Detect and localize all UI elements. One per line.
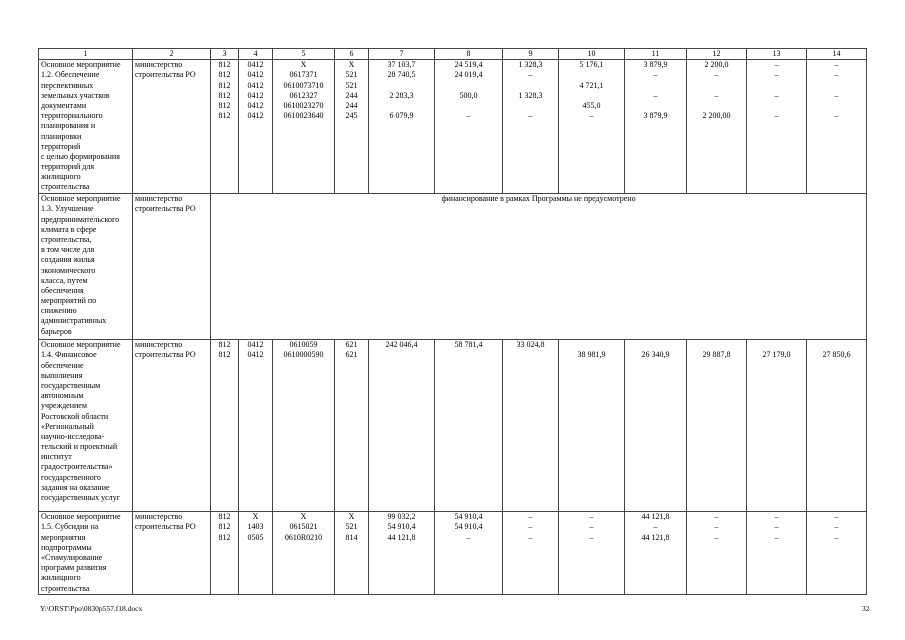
value-line: X [300, 512, 307, 522]
value-line: – [834, 111, 839, 121]
activity-name [39, 194, 133, 340]
value-line [809, 81, 864, 91]
value-line: 244 [345, 90, 358, 100]
activity-row [39, 512, 867, 595]
value-line [627, 340, 684, 350]
value-line: 812 [218, 90, 231, 100]
value-line: 33 024,8 [516, 340, 545, 350]
value-cell [625, 60, 687, 194]
activity-name-line: 1.5. Субсидии на [41, 522, 99, 532]
value-line: – [714, 70, 719, 80]
column-header: 1 [39, 49, 133, 60]
activity-name-line: обеспечение [41, 360, 84, 370]
value-line: 0412 [247, 70, 264, 80]
value-line: 0412 [247, 111, 264, 121]
value-cell [435, 340, 503, 512]
activity-name-line: 1.2. Обеспечение [41, 70, 100, 80]
value-cell [273, 340, 335, 512]
value-line: 0610073710 [283, 80, 324, 90]
value-line: – [589, 512, 594, 522]
value-line: 0617371 [289, 70, 318, 80]
value-line: 2 200,00 [702, 111, 731, 121]
column-header: 7 [369, 49, 435, 60]
value-line: – [589, 111, 594, 121]
value-line [505, 81, 556, 91]
value-line: 521 [345, 70, 358, 80]
activity-name-line: задания на оказание [41, 482, 110, 492]
value-line: 621 [345, 350, 358, 360]
activity-name-line: планировки [41, 131, 82, 141]
value-line: – [653, 90, 658, 100]
value-line: 0412 [247, 340, 264, 350]
value-line: – [774, 70, 779, 80]
value-cell [369, 512, 435, 595]
value-line: – [466, 532, 471, 542]
value-line: 812 [218, 111, 231, 121]
value-cell [559, 60, 625, 194]
value-line: 0412 [247, 80, 264, 90]
value-line: 27 850,6 [822, 350, 851, 360]
value-line: 1 328,3 [518, 60, 543, 70]
value-line: 0610023640 [283, 111, 324, 121]
value-line: 521 [345, 80, 358, 90]
value-line: 814 [345, 532, 358, 542]
value-line: 621 [345, 340, 358, 350]
activity-name-line: барьеров [41, 326, 72, 336]
activity-name-line: обеспечения [41, 285, 84, 295]
activity-name-line: документами [41, 100, 87, 110]
value-line: 0412 [247, 90, 264, 100]
column-header: 8 [435, 49, 503, 60]
value-line [371, 350, 432, 360]
activity-name-line: создания жилья [41, 255, 95, 265]
executor-line: строительства РО [135, 522, 196, 532]
value-line: 24 019,4 [454, 70, 483, 80]
activity-name-line: Основное мероприятие [41, 60, 121, 70]
column-header: 10 [559, 49, 625, 60]
activity-name-line: 1.4. Финансовое [41, 350, 97, 360]
value-line: X [348, 60, 355, 70]
activity-name-line: земельных участков [41, 90, 110, 100]
value-cell [211, 60, 239, 194]
activity-name-line: Основное мероприятие [41, 512, 121, 522]
activity-name-line: государственных услуг [41, 493, 120, 503]
activity-name-line: жилищного [41, 172, 81, 182]
value-cell [747, 340, 807, 512]
value-cell [625, 340, 687, 512]
activity-name-line: в том числе для [41, 245, 95, 255]
column-header: 6 [335, 49, 369, 60]
value-line: – [589, 532, 594, 542]
executor-line: министерство [135, 60, 183, 70]
value-line: 54 910,4 [454, 522, 483, 532]
value-cell [687, 340, 747, 512]
value-line: – [528, 522, 533, 532]
value-line [437, 350, 500, 360]
header-row [39, 49, 867, 60]
activity-name-line: Основное мероприятие [41, 340, 121, 350]
value-line: 44 121,8 [387, 532, 416, 542]
value-cell [211, 512, 239, 595]
value-line [689, 340, 744, 350]
value-line: 5 176,1 [579, 60, 604, 70]
value-line: 812 [218, 512, 231, 522]
value-line: 0615021 [289, 522, 318, 532]
activity-name-line: государственным [41, 380, 101, 390]
activity-name-line: экономического [41, 265, 96, 275]
activity-name-line: программ развития [41, 563, 107, 573]
value-line [371, 81, 432, 91]
value-cell [503, 512, 559, 595]
value-line: – [834, 60, 839, 70]
value-line: 0505 [247, 532, 264, 542]
value-line: 58 781,4 [454, 340, 483, 350]
value-line: – [774, 90, 779, 100]
value-line: – [834, 512, 839, 522]
value-cell [687, 60, 747, 194]
activity-name-line: снижению [41, 306, 77, 316]
value-line [561, 70, 622, 80]
activity-name-line: перспективных [41, 80, 94, 90]
activity-name-line: территорий для [41, 162, 95, 172]
value-line: 24 519,4 [454, 60, 483, 70]
column-header: 4 [239, 49, 273, 60]
activity-name-line: предпринимательского [41, 214, 120, 224]
column-header: 2 [133, 49, 211, 60]
value-cell [335, 512, 369, 595]
value-line [749, 101, 804, 111]
column-header: 9 [503, 49, 559, 60]
value-line: 1 328,3 [518, 90, 543, 100]
value-line: – [714, 532, 719, 542]
activity-name-line: «Региональный [41, 421, 94, 431]
activity-name-line: планирования и [41, 121, 96, 131]
activity-name-line: институт [41, 452, 72, 462]
value-line: 1403 [247, 522, 264, 532]
activity-name-line: класса, путем [41, 275, 88, 285]
value-line: 4 721,1 [579, 80, 604, 90]
executor-line: строительства РО [135, 204, 196, 214]
executor-line: министерство [135, 512, 183, 522]
value-line: – [528, 70, 533, 80]
executor-line: министерство [135, 194, 183, 204]
value-line: – [834, 522, 839, 532]
value-cell [807, 512, 867, 595]
page-number: 32 [862, 604, 870, 613]
activity-name-line: Основное мероприятие [41, 194, 121, 204]
column-header: 13 [747, 49, 807, 60]
value-line: 6 079,9 [389, 111, 414, 121]
value-line: 37 103,7 [387, 60, 416, 70]
value-line: – [774, 512, 779, 522]
column-header: 11 [625, 49, 687, 60]
value-line: 3 879,9 [643, 111, 668, 121]
value-cell [747, 512, 807, 595]
value-line: 812 [218, 522, 231, 532]
value-line [809, 101, 864, 111]
value-cell [559, 512, 625, 595]
value-line: 812 [218, 340, 231, 350]
activity-name-line: жилищного [41, 573, 81, 583]
activity-name-line: административных [41, 316, 107, 326]
value-line: 521 [345, 522, 358, 532]
value-cell [687, 512, 747, 595]
value-line: 26 340,9 [641, 350, 670, 360]
value-line: 54 910,4 [387, 522, 416, 532]
value-line: 812 [218, 80, 231, 90]
activity-row [39, 340, 867, 512]
activity-name [39, 512, 133, 595]
activity-name [39, 60, 133, 194]
value-cell [807, 60, 867, 194]
value-line: 244 [345, 100, 358, 110]
executor [133, 340, 211, 512]
value-cell [273, 512, 335, 595]
value-line: – [528, 512, 533, 522]
program-table [38, 48, 867, 595]
value-cell [273, 60, 335, 194]
value-cell [211, 340, 239, 512]
value-cell [503, 60, 559, 194]
value-line: 54 910,4 [454, 512, 483, 522]
value-cell [239, 340, 273, 512]
value-cell [625, 512, 687, 595]
value-cell [239, 512, 273, 595]
activity-name-line: с целью формирования [41, 151, 120, 161]
value-line: 0612327 [289, 90, 318, 100]
value-line [627, 81, 684, 91]
value-line: 29 887,8 [702, 350, 731, 360]
executor [133, 512, 211, 595]
file-path: Y:\ORST\Ppo\0830p557.f18.docx [40, 604, 143, 613]
value-line [505, 350, 556, 360]
value-line: – [714, 512, 719, 522]
executor-line: строительства РО [135, 70, 196, 80]
executor [133, 60, 211, 194]
column-header: 12 [687, 49, 747, 60]
executor [133, 194, 211, 340]
activity-name-line: подпрограммы [41, 542, 92, 552]
value-line [371, 101, 432, 111]
value-line: 812 [218, 350, 231, 360]
value-line: X [252, 512, 259, 522]
value-line: – [774, 532, 779, 542]
activity-name-line: тельский и проектный [41, 442, 118, 452]
value-cell [435, 60, 503, 194]
activity-name-line: научно-исследова- [41, 431, 105, 441]
activity-row [39, 194, 867, 340]
activity-name-line: строительства, [41, 234, 92, 244]
value-line: – [714, 522, 719, 532]
column-header: 5 [273, 49, 335, 60]
value-line: 812 [218, 532, 231, 542]
activity-name-line: территориального [41, 111, 103, 121]
activity-name-line: учреждением [41, 401, 87, 411]
value-line: 44 121,8 [641, 532, 670, 542]
value-cell [335, 340, 369, 512]
activity-name [39, 340, 133, 512]
value-line: – [774, 60, 779, 70]
value-line: 242 046,4 [385, 340, 418, 350]
executor-line: строительства РО [135, 350, 196, 360]
value-line: – [653, 70, 658, 80]
activity-row [39, 60, 867, 194]
value-line: 28 740,5 [387, 70, 416, 80]
value-line: 99 032,2 [387, 512, 416, 522]
value-cell [807, 340, 867, 512]
activity-name-line: строительства [41, 182, 90, 192]
value-line: – [834, 90, 839, 100]
value-line: 0610000590 [283, 350, 324, 360]
value-line [437, 81, 500, 91]
column-header: 14 [807, 49, 867, 60]
value-cell [435, 512, 503, 595]
value-line [749, 81, 804, 91]
value-line: 455,0 [582, 100, 601, 110]
value-line: X [348, 512, 355, 522]
value-line: 0610023270 [283, 100, 324, 110]
value-line: 500,0 [459, 90, 478, 100]
value-line: X [300, 60, 307, 70]
value-line: 0412 [247, 60, 264, 70]
value-cell [239, 60, 273, 194]
activity-name-line: климата в сфере [41, 224, 97, 234]
value-line: 2 283,3 [389, 90, 414, 100]
activity-name-line: территорий [41, 141, 81, 151]
activity-name-line: государственного [41, 472, 101, 482]
value-line [809, 340, 864, 350]
value-line: 0412 [247, 350, 264, 360]
activity-name-line: «Стимулирование [41, 552, 103, 562]
value-cell [369, 340, 435, 512]
value-line [749, 340, 804, 350]
value-line: – [528, 532, 533, 542]
value-line [627, 101, 684, 111]
column-header: 3 [211, 49, 239, 60]
value-cell [559, 340, 625, 512]
value-line: 44 121,8 [641, 512, 670, 522]
value-line: – [714, 90, 719, 100]
value-line: 812 [218, 60, 231, 70]
value-line: 0412 [247, 100, 264, 110]
value-line: 812 [218, 70, 231, 80]
activity-name-line: мероприятия [41, 532, 86, 542]
value-line: 38 981,9 [577, 350, 606, 360]
value-line: 27 179,0 [762, 350, 791, 360]
value-line: 3 879,9 [643, 60, 668, 70]
value-cell [503, 340, 559, 512]
value-line: – [834, 70, 839, 80]
value-line: 245 [345, 111, 358, 121]
activity-name-line: выполнения [41, 370, 83, 380]
activity-name-line: Ростовской области [41, 411, 109, 421]
value-line [689, 101, 744, 111]
value-cell [369, 60, 435, 194]
executor-line: министерство [135, 340, 183, 350]
value-line: 0610R0210 [284, 532, 323, 542]
value-line: – [589, 522, 594, 532]
activity-name-line: строительства [41, 583, 90, 593]
value-line: – [774, 111, 779, 121]
activity-name-line: автономным [41, 391, 84, 401]
value-cell [747, 60, 807, 194]
value-line: – [774, 522, 779, 532]
value-line [561, 91, 622, 101]
funding-note: финансирование в рамках Программы не предусмотрено [211, 194, 867, 340]
value-line: 0610059 [289, 340, 318, 350]
value-line: – [466, 111, 471, 121]
value-line [561, 340, 622, 350]
activity-name-line: 1.3. Улучшение [41, 204, 94, 214]
value-line: – [834, 532, 839, 542]
value-line: – [653, 522, 658, 532]
value-cell [335, 60, 369, 194]
activity-name-line: градостроительства» [41, 462, 113, 472]
value-line: 812 [218, 100, 231, 110]
activity-name-line: мероприятий по [41, 296, 97, 306]
value-line: – [528, 111, 533, 121]
value-line [689, 81, 744, 91]
value-line [505, 101, 556, 111]
value-line [437, 101, 500, 111]
value-line: 2 200,0 [704, 60, 729, 70]
